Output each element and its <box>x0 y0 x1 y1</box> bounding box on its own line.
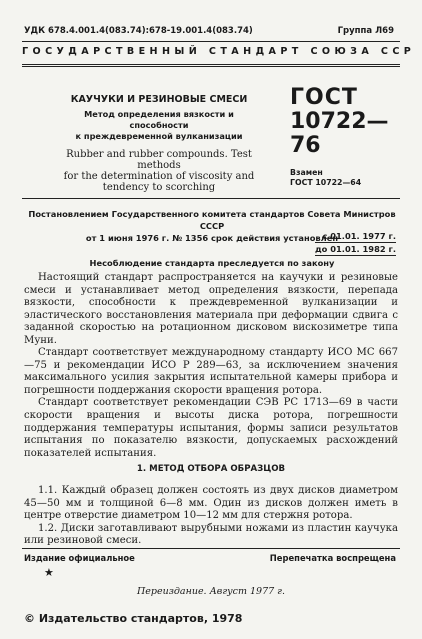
paragraph: Стандарт соответствует рекомендации СЭВ РС 1713—69 в части скорости вращения и высоты диска ротора, погрешности поддержания температуры испытания, формы записи результатов испытания по показателю вязкости, допускаемых расхождений показателей испытания. <box>24 397 398 459</box>
standard-banner: ГОСУДАРСТВЕННЫЙ СТАНДАРТ СОЮЗА ССР <box>22 46 416 57</box>
reprint-notice: Перепечатка воспрещена <box>269 553 396 563</box>
valid-to: до 01.01. 1982 г. <box>314 244 396 254</box>
group-code: Группа Л69 <box>337 26 394 36</box>
document-title: КАУЧУКИ И РЕЗИНОВЫЕ СМЕСИ <box>70 94 248 105</box>
english-title-line: for the determination of viscosity and <box>63 171 255 182</box>
decree-line: Постановлением Государственного комитета стандартов Совета Министров СССР <box>28 209 396 231</box>
paragraph: 1.1. Каждый образец должен состоять из двух дисков диаметром 45—50 мм и толщиной 6—8 мм. Один из дисков должен иметь в центре отверстие диаметром 10—12 мм для стержня ротора. <box>24 485 398 522</box>
decree-rule <box>22 198 400 199</box>
paragraph: Стандарт соответствует международному стандарту ИСО МС 667—75 и рекомендации ИСО Р 289—63, за исключением значения максимального усилия закрытия испытательной камеры прибора и погрешности поддержания скорости вращения ротора. <box>24 347 398 396</box>
gost-number: 10722—76 <box>290 109 389 158</box>
section-heading: 1. МЕТОД ОТБОРА ОБРАЗЦОВ <box>136 464 286 474</box>
introduction <box>24 272 398 460</box>
banner-rule-bottom <box>22 66 400 67</box>
footer-rule <box>22 548 400 549</box>
document-subtitle <box>54 109 264 142</box>
paragraph: Настоящий стандарт распространяется на каучуки и резиновые смеси и устанавливает метод определения вязкости, перепада вязкости, способности к преждевременной вулканизации и эластического восстановления материала при деформации сдвига с заданной скоростью на ротационном дисковом вискозиметре типа Муни. <box>24 272 398 346</box>
valid-from: с 01.01. 1977 г. <box>315 230 396 243</box>
english-title-line: Rubber and rubber compounds. Test methods <box>66 149 252 171</box>
replaces-note <box>290 168 390 188</box>
subtitle-line: к преждевременной вулканизации <box>75 131 243 141</box>
subtitle-line: Метод определения вязкости и способности <box>84 109 234 130</box>
english-title-line: tendency to scorching <box>102 182 216 193</box>
validity-dates <box>315 230 396 256</box>
replace-label: Взамен <box>290 168 323 177</box>
section-body <box>24 485 398 548</box>
udk-code: УДК 678.4.001.4(083.74):678-19.001.4(083.74) <box>24 26 253 36</box>
paragraph: 1.2. Диски заготавливают вырубными ножами из пластин каучука или резиновой смеси. <box>24 522 398 547</box>
law-notice: Несоблюдение стандарта преследуется по закону <box>89 258 335 268</box>
english-title <box>54 149 264 193</box>
decree-line: от 1 июня 1976 г. № 1356 срок действия установлен <box>85 233 339 243</box>
gost-block <box>290 86 390 188</box>
replace-value: ГОСТ 10722—64 <box>290 178 362 187</box>
copyright: © Издательство стандартов, 1978 <box>24 612 243 625</box>
banner-rule-top <box>22 64 400 65</box>
edition-label: Издание официальное <box>24 553 135 563</box>
title-block <box>54 94 264 193</box>
header-rule <box>22 41 400 42</box>
reissue-note: Переиздание. Август 1977 г. <box>136 586 286 597</box>
gost-label: ГОСТ <box>290 85 358 110</box>
star-icon: ★ <box>44 566 54 579</box>
